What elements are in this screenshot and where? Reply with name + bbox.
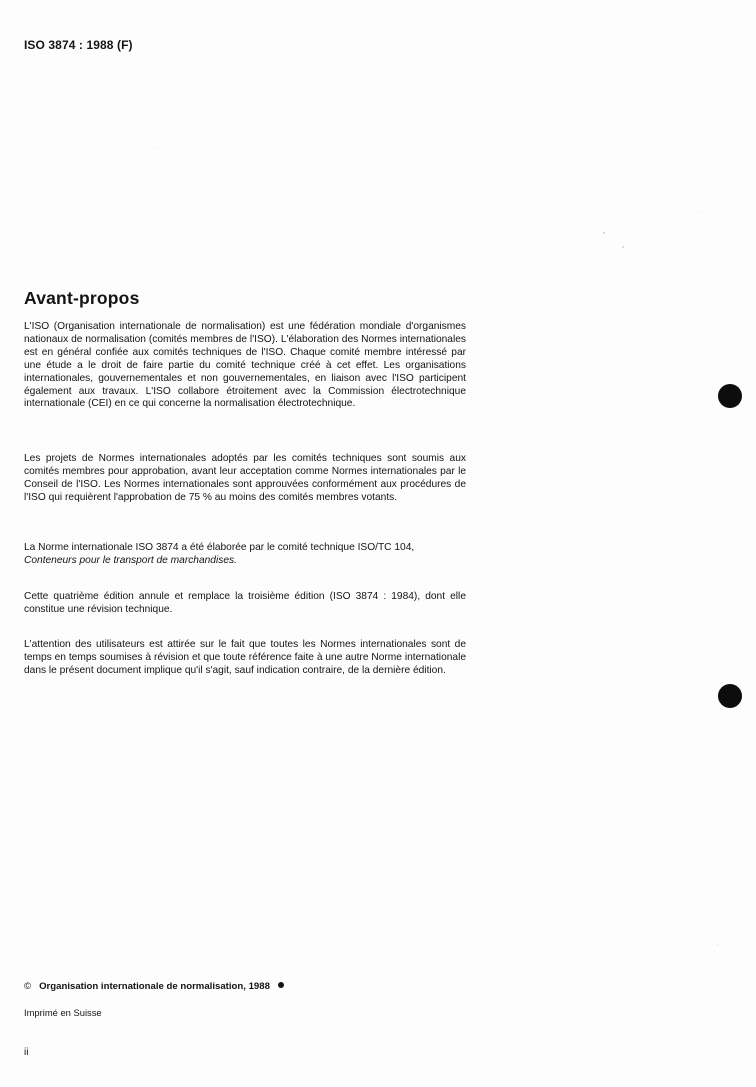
bullet-dot-icon (278, 982, 284, 988)
punch-hole-top (718, 384, 742, 408)
document-reference: ISO 3874 : 1988 (F) (24, 38, 133, 52)
printed-in: Imprimé en Suisse (24, 1007, 102, 1018)
committee-title: Conteneurs pour le transport de marchandises. (24, 554, 237, 566)
punch-hole-bottom (718, 684, 742, 708)
scan-speck (701, 212, 702, 213)
committee-sentence: La Norme internationale ISO 3874 a été élaborée par le comité technique ISO/TC 104, (24, 542, 415, 553)
paragraph-foreword-iso: L'ISO (Organisation internationale de normalisation) est une fédération mondiale d'organismes nationaux de normalisation (comités membres de l'ISO). L'élaboration des Normes internationales est en général confiée aux comités techniques de l'ISO. Chaque comité membre intéressé par une étude a le droit de faire partie du comité technique créé à cet effet. Les organisations internationales, gouvernementales et non gouvernementales, en liaison avec l'ISO participent également aux travaux. L'ISO collabore étroitement avec la Commission électrotechnique internationale (CEI) en ce qui concerne la normalisation électrotechnique. (24, 321, 466, 410)
scan-speck (717, 944, 718, 945)
scan-speck (154, 148, 155, 149)
scan-speck (603, 232, 605, 234)
copyright-line (24, 981, 284, 992)
paragraph-draft-approval: Les projets de Normes internationales adoptés par les comités techniques sont soumis aux comités membres pour approbation, avant leur acceptation comme Normes internationales par le Conseil de l'ISO. Les Normes internationales sont approuvées conformément aux procédures de l'ISO qui requièrent l'approbation de 75 % au moins des comités membres votants. (24, 453, 466, 503)
section-heading: Avant-propos (24, 288, 140, 308)
copyright-symbol: © (24, 981, 32, 992)
page-number: ii (24, 1047, 29, 1058)
scan-speck (622, 246, 624, 248)
paragraph-edition: Cette quatrième édition annule et remplace la troisième édition (ISO 3874 : 1984), dont elle constitue une révision technique. (24, 591, 466, 615)
paragraph-committee (24, 542, 466, 568)
paragraph-revision-notice: L'attention des utilisateurs est attirée sur le fait que toutes les Normes internationales sont de temps en temps soumises à révision et que toute référence faite à une autre Norme internationale dans le présent document implique qu'il s'agit, sauf indication contraire, de la dernière édition. (24, 639, 466, 676)
copyright-text: Organisation internationale de normalisation, 1988 (39, 981, 270, 992)
